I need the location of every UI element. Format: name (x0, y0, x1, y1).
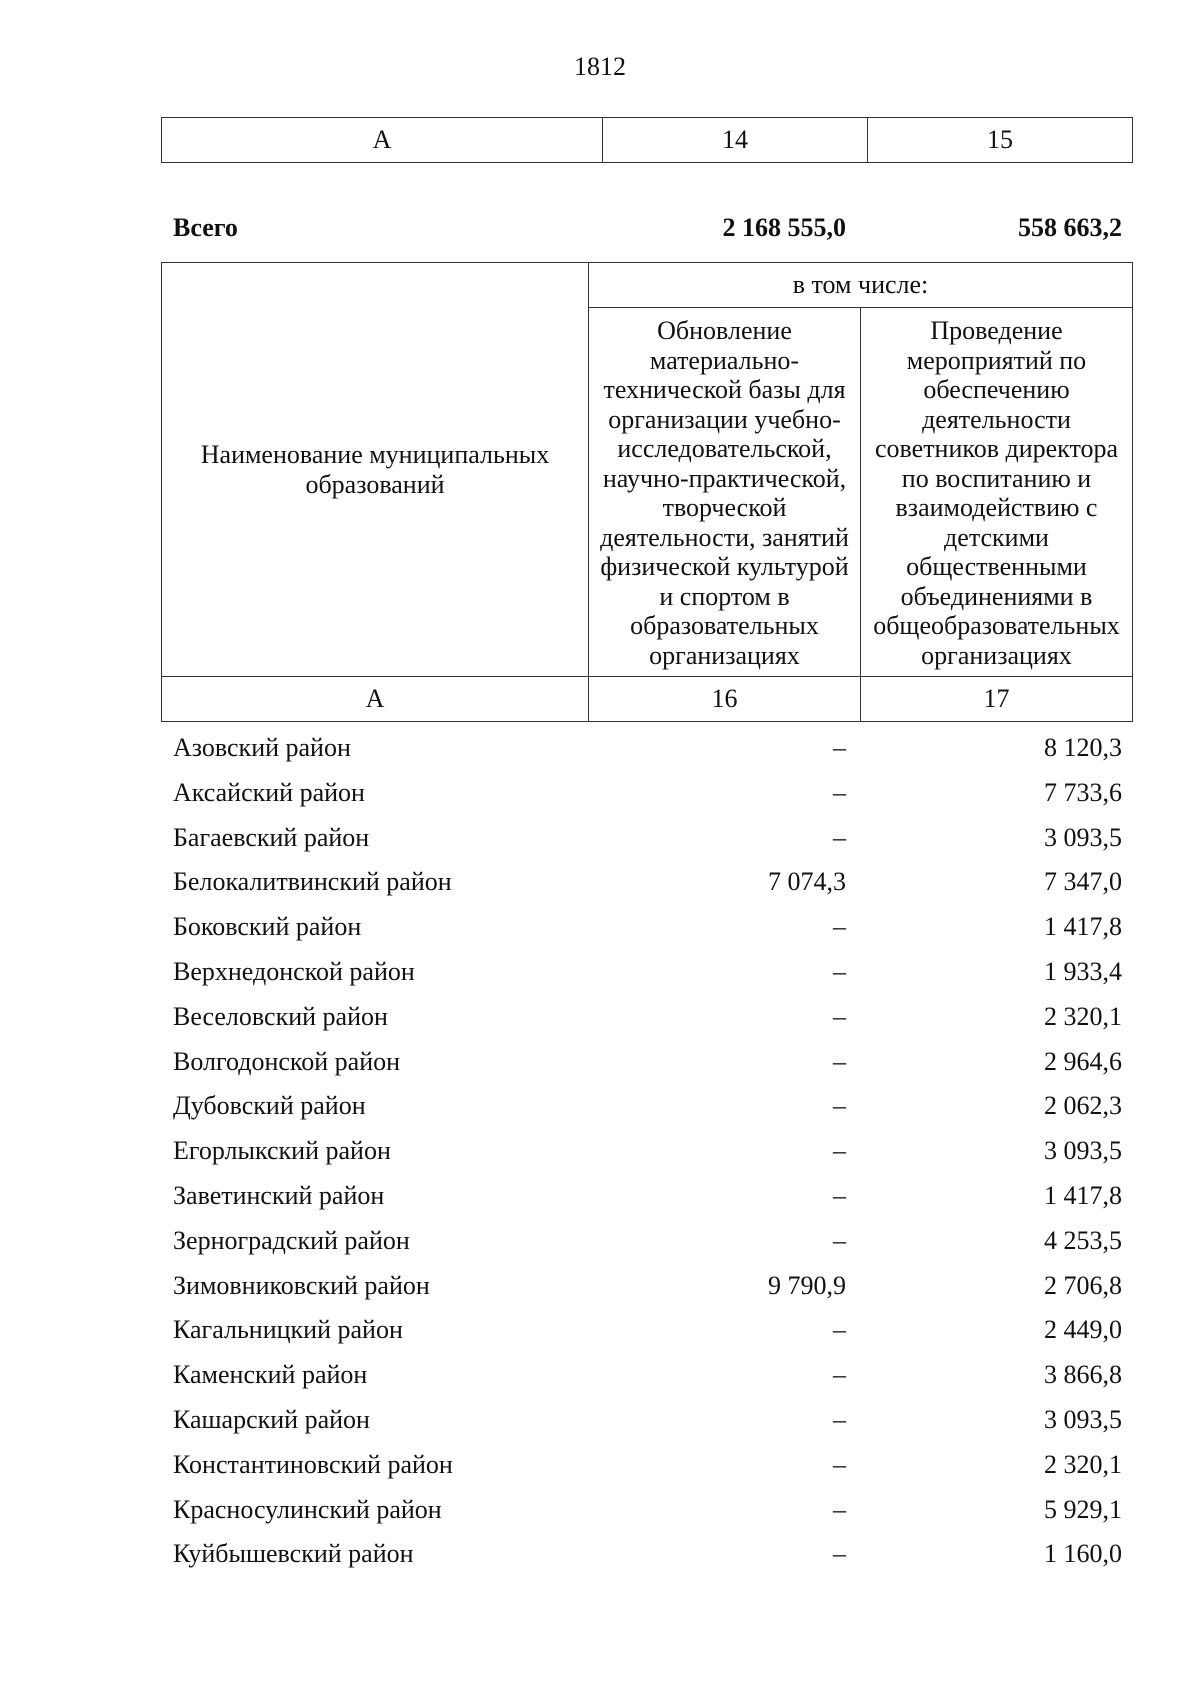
municipality-name: Зимовниковский район (173, 1270, 430, 1300)
municipality-name: Каменский район (173, 1360, 368, 1390)
table-row (161, 951, 1132, 996)
table-row (161, 1130, 1132, 1175)
col17-value: 2 964,6 (1044, 1046, 1122, 1076)
municipality-name: Кашарский район (173, 1404, 370, 1434)
col16-value: – (833, 912, 846, 942)
col16-value: – (833, 1136, 846, 1166)
municipality-name: Веселовский район (173, 1001, 388, 1031)
table-row (161, 1489, 1132, 1534)
col16-value: – (833, 1225, 846, 1255)
table-row (161, 1399, 1132, 1444)
totals-label: Всего (173, 213, 238, 242)
col17-value: 1 417,8 (1044, 1180, 1122, 1210)
municipality-name: Волгодонской район (173, 1046, 401, 1076)
col17-value: 7 733,6 (1044, 777, 1122, 807)
col16-value: – (833, 1001, 846, 1031)
table-row (161, 817, 1132, 862)
col17-value: 2 706,8 (1044, 1270, 1122, 1300)
table-row (161, 1175, 1132, 1220)
col17-value: 3 866,8 (1044, 1360, 1122, 1390)
municipality-name: Красносулинский район (173, 1494, 442, 1524)
col16-value: – (833, 1180, 846, 1210)
index-15: 15 (868, 118, 1133, 163)
table-row (161, 1220, 1132, 1265)
table-row (161, 727, 1132, 772)
totals-row (161, 213, 1132, 249)
table-row (161, 1041, 1132, 1086)
col17-value: 2 320,1 (1044, 1449, 1122, 1479)
col17-value: 1 933,4 (1044, 956, 1122, 986)
col16-value: 9 790,9 (768, 1270, 846, 1300)
col17-value: 5 929,1 (1044, 1494, 1122, 1524)
table-row (161, 1354, 1132, 1399)
col17-value: 7 347,0 (1044, 867, 1122, 897)
col16-value: – (833, 1539, 846, 1569)
col16-value: – (833, 956, 846, 986)
table-row (161, 1085, 1132, 1130)
municipality-name-header: Наименование муниципальных образований (162, 263, 589, 677)
column-index-table (161, 117, 1133, 163)
col16-value: – (833, 1494, 846, 1524)
col16-value: – (833, 777, 846, 807)
col17-value: 8 120,3 (1044, 733, 1122, 762)
col16-value: – (833, 1091, 846, 1121)
col17-value: 3 093,5 (1044, 1136, 1122, 1166)
index-14: 14 (603, 118, 868, 163)
header-index-a: А (162, 677, 589, 722)
col17-description: Проведение мероприятий по обеспечению деятельности советников директора по воспитанию и взаимодействию с детскими общественными объединениями в общеобразовательных организациях (861, 308, 1133, 677)
municipality-name: Зерноградский район (173, 1225, 410, 1255)
col16-value: 7 074,3 (768, 867, 846, 897)
col17-value: 1 417,8 (1044, 912, 1122, 942)
col17-value: 3 093,5 (1044, 822, 1122, 852)
table-body (161, 727, 1132, 1578)
table-row (161, 861, 1132, 906)
municipality-name: Верхнедонской район (173, 956, 415, 986)
col16-value: – (833, 1404, 846, 1434)
table-row (161, 996, 1132, 1041)
col16-value: – (833, 822, 846, 852)
municipality-name: Дубовский район (173, 1091, 366, 1121)
col16-value: – (833, 1046, 846, 1076)
municipality-name: Боковский район (173, 912, 362, 942)
col17-value: 2 320,1 (1044, 1001, 1122, 1031)
municipality-name: Егорлыкский район (173, 1136, 391, 1166)
municipality-name: Кагальницкий район (173, 1315, 403, 1345)
table-row (161, 772, 1132, 817)
col16-value: – (833, 1360, 846, 1390)
col16-value: – (833, 733, 846, 762)
municipality-name: Багаевский район (173, 822, 370, 852)
col17-value: 1 160,0 (1044, 1539, 1122, 1569)
column-index-row (162, 118, 1133, 163)
municipality-name: Заветинский район (173, 1180, 385, 1210)
municipality-name: Азовский район (173, 733, 351, 762)
table-row (161, 1444, 1132, 1489)
col17-value: 3 093,5 (1044, 1404, 1122, 1434)
totals-col15: 558 663,2 (1018, 213, 1122, 242)
header-index-16: 16 (589, 677, 861, 722)
col17-value: 4 253,5 (1044, 1225, 1122, 1255)
table-row (161, 1533, 1132, 1578)
index-a: А (162, 118, 603, 163)
col16-description: Обновление материально-технической базы для организации учебно-исследовательской, научно-практической, творческой деятельности, занятий физической культурой и спортом в образовательных организациях (589, 308, 861, 677)
including-header: в том числе: (589, 263, 1133, 308)
table-header (161, 262, 1133, 722)
table-row (161, 906, 1132, 951)
col16-value: – (833, 1449, 846, 1479)
col16-value: – (833, 1315, 846, 1345)
municipality-name: Аксайский район (173, 777, 365, 807)
table-row (161, 1265, 1132, 1310)
col17-value: 2 449,0 (1044, 1315, 1122, 1345)
municipality-name: Белокалитвинский район (173, 867, 452, 897)
col17-value: 2 062,3 (1044, 1091, 1122, 1121)
municipality-name: Константиновский район (173, 1449, 453, 1479)
municipality-name: Куйбышевский район (173, 1539, 414, 1569)
page-number: 1812 (574, 52, 626, 81)
totals-col14: 2 168 555,0 (722, 213, 846, 242)
table-row (161, 1309, 1132, 1354)
header-index-17: 17 (861, 677, 1133, 722)
